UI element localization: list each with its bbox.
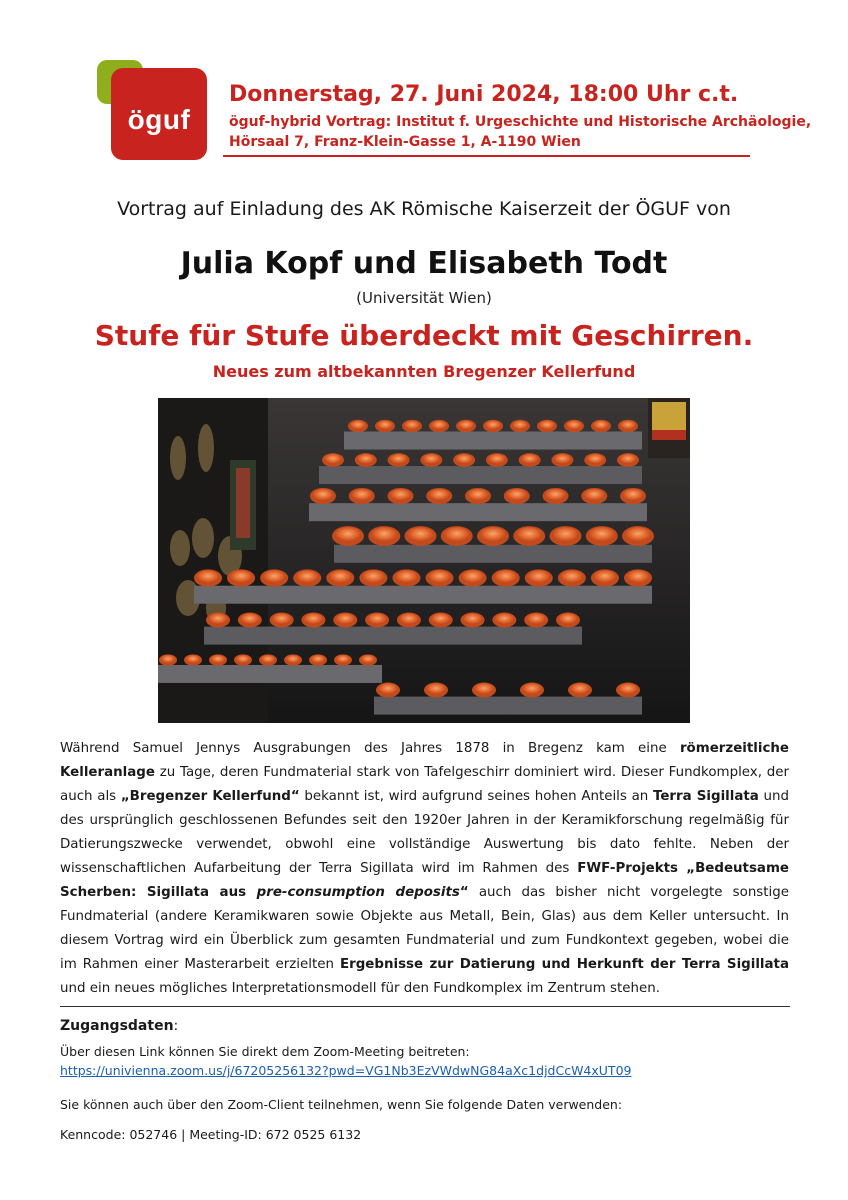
- meeting-credentials: Kenncode: 052746 | Meeting-ID: 672 0525 6132: [60, 1127, 362, 1142]
- sigillata-bowl-inner: [362, 570, 384, 583]
- sigillata-bowl-inner: [561, 570, 583, 583]
- sigillata-bowl-inner: [619, 454, 636, 464]
- sigillata-bowl-inner: [161, 655, 175, 663]
- sigillata-bowl-inner: [186, 655, 200, 663]
- sigillata-bowl-inner: [230, 570, 252, 583]
- sigillata-bowl-inner: [423, 454, 440, 464]
- emph-results: Ergebnisse zur Datierung und Herkunft der Terra Sigillata: [339, 957, 789, 972]
- display-shelf: [344, 432, 642, 450]
- sigillata-bowl-inner: [377, 421, 393, 430]
- sigillata-bowl-inner: [468, 489, 488, 501]
- oeguf-logo: [97, 60, 211, 162]
- sigillata-bowl-inner: [313, 489, 333, 501]
- talk-title: Stufe für Stufe überdeckt mit Geschirren.: [94, 319, 754, 352]
- sigillata-bowl-inner: [431, 613, 450, 624]
- sigillata-bowl-inner: [211, 655, 225, 663]
- sigillata-bowl-inner: [361, 655, 375, 663]
- sigillata-bowl-inner: [462, 570, 484, 583]
- display-photo: [158, 398, 690, 723]
- sigillata-bowl-inner: [456, 454, 473, 464]
- sigillata-bowl-inner: [427, 683, 446, 694]
- sigillata-bowl-inner: [539, 421, 555, 430]
- event-date: Donnerstag, 27. Juni 2024, 18:00 Uhr c.t.: [229, 82, 739, 107]
- sigillata-bowl-inner: [263, 570, 285, 583]
- sigillata-bowl-inner: [390, 489, 410, 501]
- display-shelf: [334, 545, 652, 563]
- sigillata-bowl-inner: [463, 613, 482, 624]
- sigillata-bowl-inner: [528, 570, 550, 583]
- sigillata-bowl-inner: [400, 613, 419, 624]
- sigillata-bowl-inner: [336, 527, 361, 541]
- display-shelf: [204, 627, 582, 645]
- sigillata-bowl-inner: [261, 655, 275, 663]
- sigillata-bowl-inner: [589, 527, 614, 541]
- sigillata-bowl-inner: [512, 421, 528, 430]
- sigillata-bowl-inner: [571, 683, 590, 694]
- sigillata-bowl-inner: [495, 570, 517, 583]
- sigillata-bowl-inner: [545, 489, 565, 501]
- sigillata-bowl-inner: [357, 454, 374, 464]
- sigillata-bowl-inner: [368, 613, 387, 624]
- access-heading: Zugangsdaten:: [60, 1018, 179, 1034]
- sigillata-bowl-inner: [240, 613, 259, 624]
- sigillata-bowl-inner: [329, 570, 351, 583]
- display-shelf: [194, 586, 652, 604]
- sigillata-bowl-inner: [372, 527, 397, 541]
- sigillata-bowl-inner: [594, 570, 616, 583]
- invitation-line: Vortrag auf Einladung des AK Römische Kaiserzeit der ÖGUF von: [117, 198, 731, 220]
- zoom-link[interactable]: https://univienna.zoom.us/j/67205256132?pwd=VG1Nb3EzVWdwNG84aXc1djdCcW4xUT09: [60, 1063, 632, 1078]
- sigillata-bowl-inner: [429, 570, 451, 583]
- sigillata-bowl-inner: [507, 489, 527, 501]
- sigillata-bowl-inner: [619, 683, 638, 694]
- emph-kellerfund: „Bregenzer Kellerfund“: [120, 789, 300, 804]
- sigillata-bowl-inner: [485, 421, 501, 430]
- sigillata-bowl-inner: [584, 489, 604, 501]
- sigillata-bowl-inner: [559, 613, 578, 624]
- sigillata-bowl-inner: [272, 613, 291, 624]
- sigillata-bowl-inner: [488, 454, 505, 464]
- sigillata-bowl-inner: [481, 527, 506, 541]
- sigillata-bowl-inner: [523, 683, 542, 694]
- sigillata-bowl-inner: [236, 655, 250, 663]
- sigillata-bowl-inner: [296, 570, 318, 583]
- logo-text: öguf: [127, 104, 191, 135]
- sigillata-bowl-inner: [379, 683, 398, 694]
- sigillata-bowl-inner: [553, 527, 578, 541]
- display-shelf: [158, 665, 382, 683]
- sigillata-bowl-inner: [408, 527, 433, 541]
- sigillata-bowl-inner: [593, 421, 609, 430]
- sigillata-bowl-inner: [311, 655, 325, 663]
- sigillata-bowl-inner: [627, 570, 649, 583]
- display-photo-image: [158, 398, 690, 723]
- sigillata-bowl-inner: [350, 421, 366, 430]
- emph-terra-sigillata: Terra Sigillata: [652, 789, 759, 804]
- sigillata-bowl-inner: [587, 454, 604, 464]
- sigillata-bowl-inner: [623, 489, 643, 501]
- venue-line-1: öguf-hybrid Vortrag: Institut f. Urgeschichte und Historische Archäologie,: [229, 114, 812, 130]
- zoom-client-note: Sie können auch über den Zoom-Client teilnehmen, wenn Sie folgende Daten verwenden:: [60, 1097, 623, 1112]
- sigillata-bowl-inner: [336, 613, 355, 624]
- abstract-paragraph: Während Samuel Jennys Ausgrabungen des Jahres 1878 in Bregenz kam eine römerzeitliche Kelleranlage zu Tage, deren Fundmaterial stark von Tafelgeschirr dominiert wird. Dieser Fundkomplex, der auch als „Bregenzer Kellerfund“ bekannt ist, wird aufgrund seines hohen Anteils an Terra Sigillata und des ursprünglich geschlossenen Befundes seit den 1920er Jahren in der Keramikforschung regelmäßig für Datierungszwecke verwendet, obwohl eine vollständige Auswertung bis dato fehlte. Neben der wissenschaftlichen Aufarbeitung der Terra Sigillata wird im Rahmen des FWF-Projekts „Bedeutsame Scherben: Sigillata aus pre-consumption deposits“ auch das bisher nicht vorgelegte sonstige Fundmaterial (andere Keramikwaren sowie Objekte aus Metall, Bein, Glas) aus dem Keller untersucht. In diesem Vortrag wird ein Überblick zum gesamten Fundmaterial und zum Fundkontext gegeben, wobei die im Rahmen einer Masterarbeit erzielten Ergebnisse zur Datierung und Herkunft der Terra Sigillata und ein neues mögliches Interpretationsmodell für den Fundkomplex im Zentrum stehen.: [60, 741, 790, 996]
- sigillata-bowl-inner: [517, 527, 542, 541]
- sigillata-bowl-inner: [197, 570, 219, 583]
- sigillata-bowl-inner: [554, 454, 571, 464]
- emph-kelleranlage: römerzeitliche Kelleranlage: [60, 741, 789, 780]
- header-divider: [223, 155, 750, 157]
- sigillata-bowl-inner: [404, 421, 420, 430]
- display-shelf: [374, 697, 642, 715]
- sigillata-bowl-inner: [396, 570, 418, 583]
- speaker-names: Julia Kopf und Elisabeth Todt: [180, 246, 668, 281]
- sigillata-bowl-inner: [566, 421, 582, 430]
- sigillata-bowl-inner: [286, 655, 300, 663]
- speaker-affiliation: (Universität Wien): [356, 289, 492, 307]
- sigillata-bowl-inner: [336, 655, 350, 663]
- access-intro: Über diesen Link können Sie direkt dem Zoom-Meeting beitreten:: [60, 1044, 470, 1059]
- emph-fwf-project: FWF-Projekts „Bedeutsame Scherben: Sigillata aus pre-consumption deposits“: [60, 861, 790, 900]
- sigillata-bowl-inner: [495, 613, 514, 624]
- sigillata-bowl-inner: [527, 613, 546, 624]
- sigillata-bowl-inner: [521, 454, 538, 464]
- sigillata-bowl-inner: [475, 683, 494, 694]
- sigillata-bowl-inner: [444, 527, 469, 541]
- display-shelf: [319, 466, 642, 484]
- section-divider: [60, 1006, 790, 1007]
- sigillata-bowl-inner: [209, 613, 228, 624]
- talk-subtitle: Neues zum altbekannten Bregenzer Kellerfund: [212, 362, 636, 381]
- sigillata-bowl-inner: [352, 489, 372, 501]
- sigillata-bowl-inner: [324, 454, 341, 464]
- sigillata-bowl-inner: [429, 489, 449, 501]
- sigillata-bowl-inner: [431, 421, 447, 430]
- venue-line-2: Hörsaal 7, Franz-Klein-Gasse 1, A-1190 Wien: [229, 134, 581, 150]
- sigillata-bowl-inner: [458, 421, 474, 430]
- sigillata-bowl-inner: [620, 421, 636, 430]
- sigillata-bowl-inner: [304, 613, 323, 624]
- sigillata-bowl-inner: [626, 527, 651, 541]
- sigillata-bowl-inner: [390, 454, 407, 464]
- display-shelf: [309, 503, 647, 521]
